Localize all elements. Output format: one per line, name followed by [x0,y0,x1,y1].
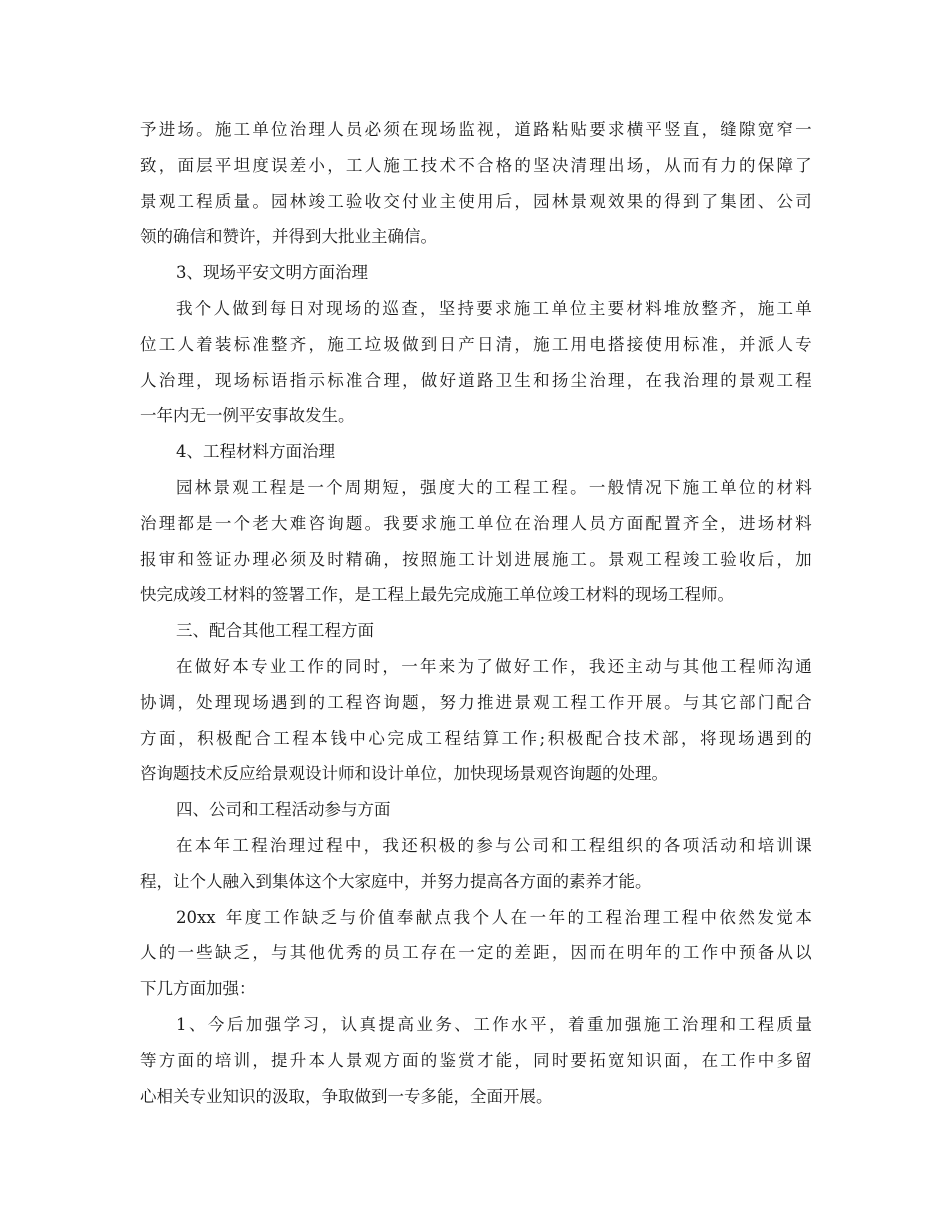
text-line: 快完成竣工材料的签署工作，是工程上最先完成施工单位竣工材料的现场工程师。 [140,585,734,605]
text-line: 下几方面加强： [140,979,256,999]
text-line: 领的确信和赞许，并得到大批业主确信。 [140,227,437,247]
text-line: 咨询题技术反应给景观设计师和设计单位，加快现场景观咨询题的处理。 [140,764,668,784]
text-line: 予 进 场 。 施 工 单 位 治 理 人 员 必 须 在 现 场 监 视 ， 道 路 粘 贴 要 求 横 平 竖 直 ， 缝 隙 宽 窄 一 [140,120,812,139]
text-line: 在 本 年 工 程 治 理 过 程 中 ， 我 还 积 极 的 参 与 公 司 和 工 程 组 织 的 各 项 活 动 和 培 训 课 [176,835,812,855]
text-line: 1 、 今 后 加 强 学 习 ， 认 真 提 高 业 务 、 工 作 水 平 ， 着 重 加 强 施 工 治 理 和 工 程 质 量 [176,1014,812,1034]
document-body [140,112,812,1114]
text-line: 景 观 工 程 质 量 。 园 林 竣 工 验 收 交 付 业 主 使 用 后 ， 园 林 景 观 效 果 的 得 到 了 集 团 、 公 司 [140,191,812,211]
text-line: 人 的 一 些 缺 乏 ， 与 其 他 优 秀 的 员 工 存 在 一 定 的 差 距 ， 因 而 在 明 年 的 工 作 中 预 备 从 以 [140,943,812,963]
text-line: 我 个 人 做 到 每 日 对 现 场 的 巡 查 ， 坚 持 要 求 施 工 单 位 主 要 材 料 堆 放 整 齐 ， 施 工 单 [176,298,812,318]
text-line: 致 ， 面 层 平 坦 度 误 差 小 ， 工 人 施 工 技 术 不 合 格 的 坚 决 清 理 出 场 ， 从 而 有 力 的 保 障 了 [140,155,812,175]
text-line: 20xx 年 度 工 作 缺 乏 与 价 值 奉 献 点 我 个 人 在 一 年 的 工 程 治 理 工 程 中 依 然 发 觉 本 [176,907,812,927]
text-line: 园 林 景 观 工 程 是 一 个 周 期 短 ， 强 度 大 的 工 程 工 程 。 一 般 情 况 下 施 工 单 位 的 材 料 [176,477,812,497]
text-line: 心相关专业知识的汲取，争取做到一专多能，全面开展。 [140,1086,553,1106]
text-line: 人 治 理 ， 现 场 标 语 指 示 标 准 合 理 ， 做 好 道 路 卫 生 和 扬 尘 治 理 ， 在 我 治 理 的 景 观 工 程 [140,370,812,390]
text-line: 四、公司和工程活动参与方面 [176,800,391,820]
text-line: 4、工程材料方面治理 [176,442,335,462]
text-line: 治 理 都 是 一 个 老 大 难 咨 询 题 。 我 要 求 施 工 单 位 在 治 理 人 员 方 面 配 置 齐 全 ， 进 场 材 料 [140,513,812,533]
text-line: 在 做 好 本 专 业 工 作 的 同 时 ， 一 年 来 为 了 做 好 工 作 ， 我 还 主 动 与 其 他 工 程 师 沟 通 [176,656,812,676]
text-line: 3、现场平安文明方面治理 [176,263,368,283]
text-line: 报 审 和 签 证 办 理 必 须 及 时 精 确 ， 按 照 施 工 计 划 进 展 施 工 。 景 观 工 程 竣 工 验 收 后 ， 加 [140,549,812,569]
text-line: 三、配合其他工程工程方面 [176,621,374,641]
text-line: 等 方 面 的 培 训 ， 提 升 本 人 景 观 方 面 的 鉴 赏 才 能 ， 同 时 要 拓 宽 知 识 面 ， 在 工 作 中 多 留 [140,1050,812,1070]
text-line: 位 工 人 着 装 标 准 整 齐 ， 施 工 垃 圾 做 到 日 产 日 清 ， 施 工 用 电 搭 接 使 用 标 准 ， 并 派 人 专 [140,334,812,354]
text-line: 方 面 ， 积 极 配 合 工 程 本 钱 中 心 完 成 工 程 结 算 工 作 ; 积 极 配 合 技 术 部 ， 将 现 场 遇 到 的 [140,728,812,748]
text-line: 程，让个人融入到集体这个大家庭中，并努力提高各方面的素养才能。 [140,871,652,891]
text-line: 协 调 ， 处 理 现 场 遇 到 的 工 程 咨 询 题 ， 努 力 推 进 景 观 工 程 工 作 开 展 。 与 其 它 部 门 配 合 [140,692,812,712]
text-line: 一年内无一例平安事故发生。 [140,406,355,426]
